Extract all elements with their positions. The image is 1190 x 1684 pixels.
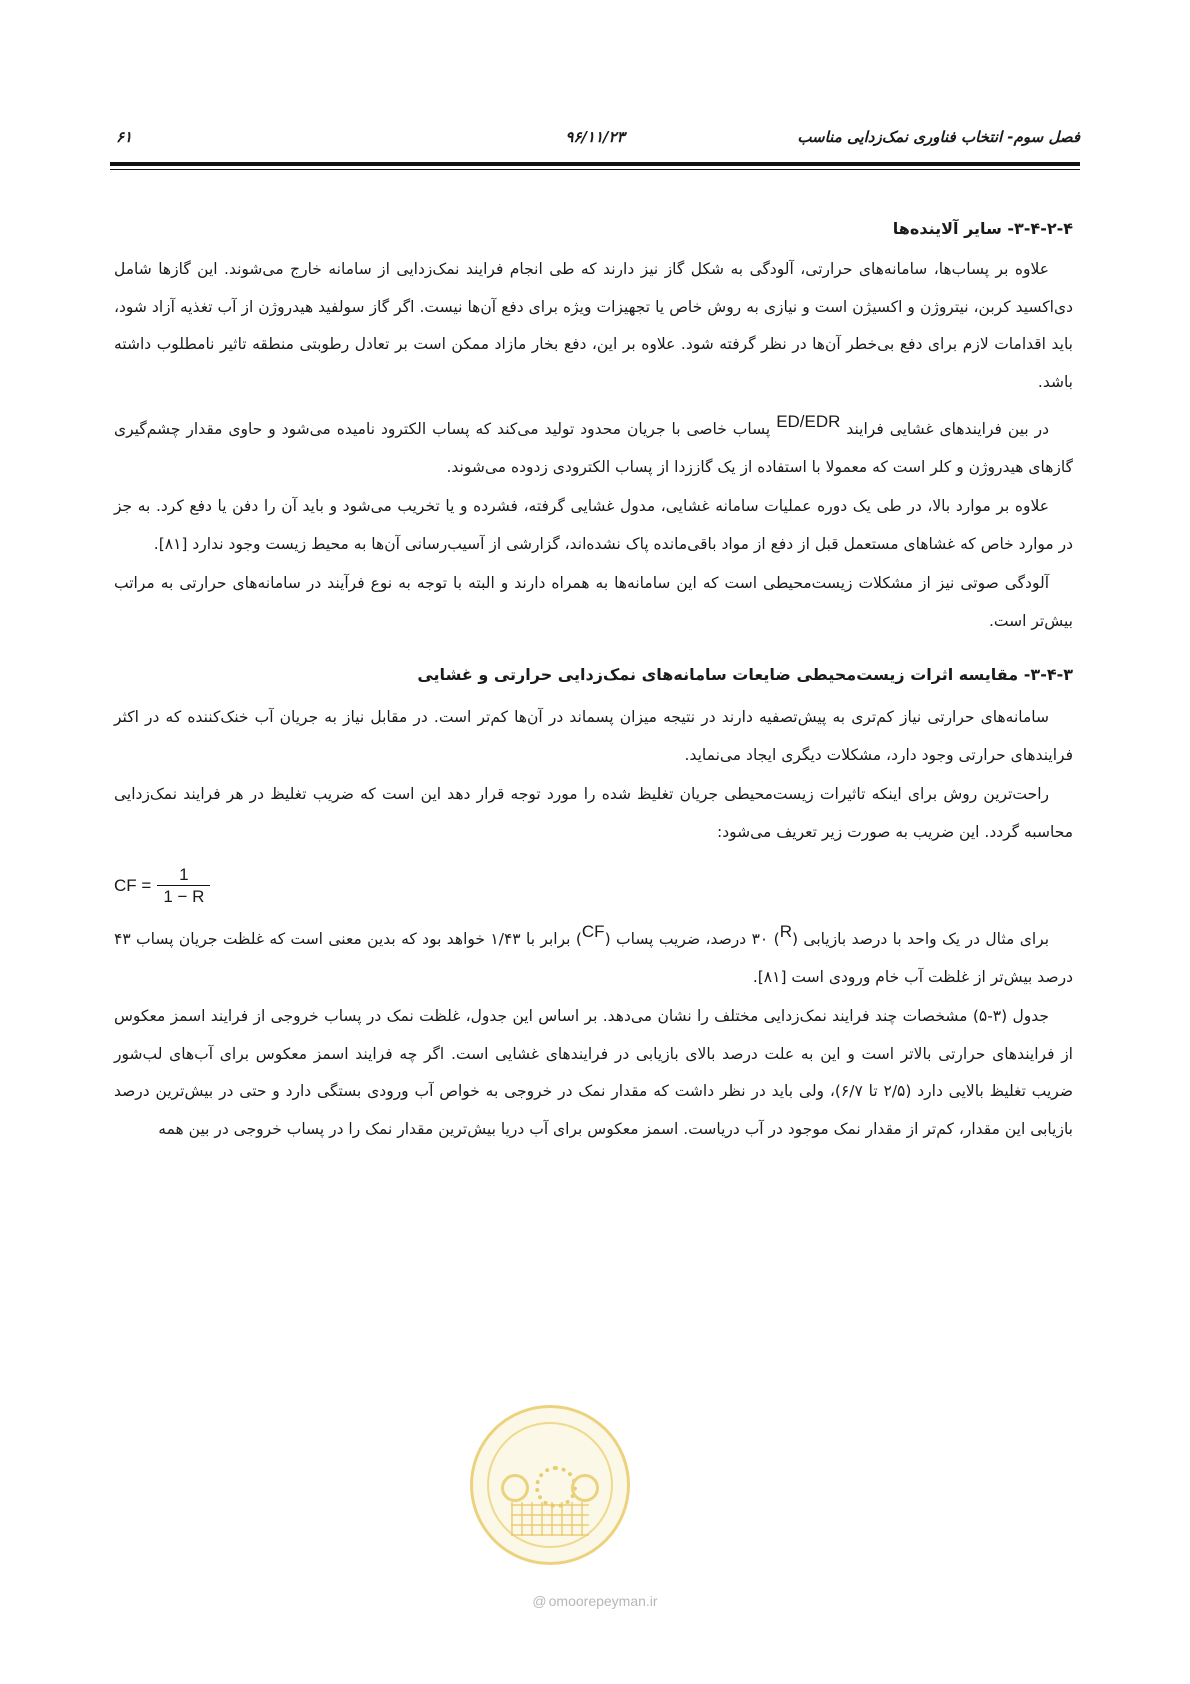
- formula-fraction: [157, 865, 210, 908]
- paragraph: [114, 403, 1073, 486]
- paragraph-text: در بین فرایندهای غشایی فرایند: [846, 420, 1049, 438]
- section-heading-other-pollutants: ۳-۴-۲-۴- سایر آلاینده‌ها: [892, 219, 1073, 238]
- seal-watermark-icon: [470, 1405, 630, 1565]
- header-rule-thick: [110, 162, 1080, 166]
- header-rule-thin: [110, 169, 1080, 170]
- paragraph-text: ) ۳۰ درصد، ضریب پساب (: [604, 930, 780, 948]
- seal-grid: [511, 1502, 589, 1536]
- page-header: [110, 128, 1080, 154]
- watermark-text: omoorepeyman.ir: [548, 1593, 658, 1609]
- paragraph: علاوه بر موارد بالا، در طی یک دوره عملیات سامانه غشایی، مدول غشایی گرفته، فشرده و یا تخریب می‌شود و باید آن را دفن یا دفع کرد. به جز در موارد خاص که غشاهای مستعمل قبل از دفع از مواد باقی‌مانده پاک نشده‌اند، گزارشی از آسیب‌رسانی آن‌ها به محیط زیست وجود ندارد [۸۱].: [114, 497, 1073, 553]
- formula-denominator: 1 − R: [163, 886, 205, 906]
- paragraph-text: پساب خاصی با جریان محدود تولید می‌کند که پساب الکترود نامیده می‌شود و حاوی مقدار چشم‌گیری گازهای هیدروژن و کلر است که معمولا با استفاده از یک گاززدا از پساب الکترودی زدوده می‌شوند.: [114, 420, 1073, 476]
- inline-symbol-r: R: [779, 922, 792, 941]
- section-heading-environmental-comparison: ۳-۴-۳- مقایسه اثرات زیست‌محیطی ضایعات سامانه‌های نمک‌زدایی حرارتی و غشایی: [417, 665, 1073, 684]
- seal-emblem-left: [501, 1474, 529, 1502]
- paragraph-text: ) برابر با ۱/۴۳ خواهد بود که بدین معنی است که غلظت جریان پساب ۴۳ درصد بیش‌تر از غلظت آب خام ورودی است [۸۱].: [114, 930, 1073, 986]
- seal-emblem-right: [571, 1474, 599, 1502]
- formula-numerator: 1: [179, 864, 189, 884]
- formula-lhs: CF =: [114, 876, 152, 896]
- concentration-factor-formula: [114, 859, 1073, 913]
- paragraph: آلودگی صوتی نیز از مشکلات زیست‌محیطی است که این سامانه‌ها به همراه دارند و البته با توجه به نوع فرآیند در سامانه‌های حرارتی به مراتب بیش‌تر است.: [114, 574, 1073, 630]
- chapter-title: فصل سوم- انتخاب فناوری نمک‌زدایی مناسب: [797, 128, 1080, 146]
- paragraph: علاوه بر پساب‌ها، سامانه‌های حرارتی، آلودگی به شکل گاز نیز دارند که طی انجام فرایند نمک‌زدایی از سامانه خارج می‌شوند. این گازها شامل دی‌اکسید کربن، نیتروژن و اکسیژن است و نیازی به روش خاص یا تجهیزات ویژه برای دفع آن‌ها نیست. اگر گاز سولفید هیدروژن از آب تغذیه آزاد شود، باید اقدامات لازم برای دفع بی‌خطر آن‌ها در نظر گرفته شود. علاوه بر این، دفع بخار مازاد ممکن است بر تعادل رطوبتی منطقه تاثیر نامطلوب داشته باشد.: [114, 260, 1073, 391]
- paragraph: راحت‌ترین روش برای اینکه تاثیرات زیست‌محیطی جریان تغلیظ شده را مورد توجه قرار دهد این است که ضریب تغلیظ در هر فرایند نمک‌زدایی محاسبه گردد. این ضریب به صورت زیر تعریف می‌شود:: [114, 785, 1073, 841]
- paragraph: سامانه‌های حرارتی نیاز کم‌تری به پیش‌تصفیه دارند در نتیجه میزان پسماند در آن‌ها کم‌تر است. در مقابل نیاز به جریان آب خنک‌کننده که در اکثر فرایندهای حرارتی وجود دارد، مشکلات دیگری ایجاد می‌نماید.: [114, 708, 1073, 764]
- page-body: [114, 210, 1073, 1148]
- inline-symbol-cf: CF: [581, 922, 605, 941]
- watermark-at-icon: @: [532, 1593, 547, 1609]
- inline-term-ed-edr: ED/EDR: [776, 412, 841, 431]
- page-number: ۶۱: [116, 128, 133, 146]
- paragraph-text: برای مثال در یک واحد با درصد بازیابی (: [791, 930, 1050, 948]
- paragraph: جدول (۳-۵) مشخصات چند فرایند نمک‌زدایی مختلف را نشان می‌دهد. بر اساس این جدول، غلظت نمک در پساب خروجی از فرایند اسمز معکوس از فرایندهای حرارتی بالاتر است و این به علت درصد بالای بازیابی در فرایندهای غشایی است. اگر چه فرایند اسمز معکوس برای آب‌های لب‌شور ضریب تغلیظ بالایی دارد (۲/۵ تا ۶/۷)، ولی باید در نظر داشت که مقدار نمک در خروجی به خواص آب ورودی بستگی دارد و حتی در بیش‌ترین درصد بازیابی این مقدار، کم‌تر از مقدار نمک موجود در آب دریاست. اسمز معکوس برای آب دریا بیش‌ترین مقدار نمک را در پساب خروجی در بین همه: [114, 1007, 1074, 1138]
- paragraph: [114, 913, 1073, 996]
- header-date: ۹۶/۱۱/۲۳: [565, 128, 625, 146]
- site-watermark: [0, 1593, 1190, 1609]
